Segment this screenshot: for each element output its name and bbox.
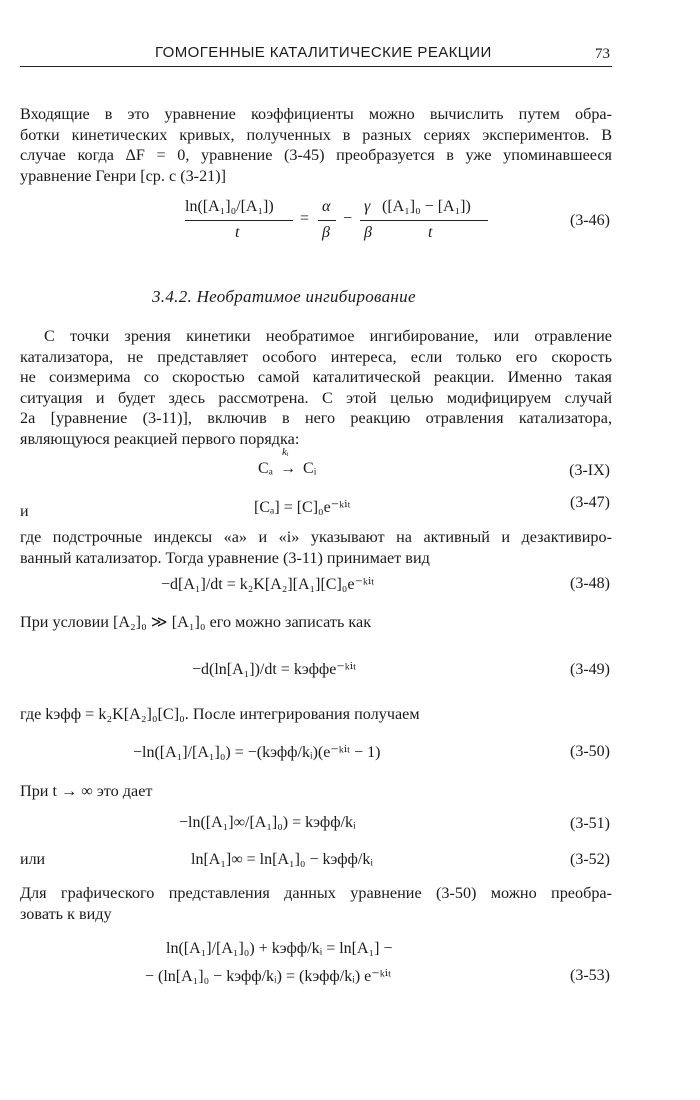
- paragraph-intro: [20, 104, 612, 186]
- eq346-denominator-3: β: [364, 224, 372, 241]
- equation-3-48: −d[A₁]/dt = k₂K[A₂][A₁][C]₀e⁻ᵏⁱᵗ: [161, 576, 375, 593]
- equation-3-53-line-2: − (ln[A₁]₀ − kэфф/kᵢ) = (kэфф/kᵢ) e⁻ᵏⁱᵗ: [145, 968, 392, 985]
- page-number: 73: [595, 46, 610, 62]
- text-line: ванный катализатор. Тогда уравнение (3-11) принимает вид: [20, 548, 430, 567]
- equation-number: (3-47): [570, 494, 610, 511]
- paragraph-condition: [20, 612, 612, 633]
- running-header: [20, 44, 612, 67]
- text-line: где подстрочные индексы «а» и «i» указывают на активный и дезактивиро-: [20, 528, 612, 546]
- equation-number: (3-48): [570, 575, 610, 592]
- equation-number: (3-52): [570, 851, 610, 868]
- text-line: При t → ∞ это дает: [20, 782, 153, 800]
- equation-number: (3-51): [570, 815, 610, 832]
- fraction-bar: [185, 220, 293, 221]
- equation-label: и: [20, 503, 29, 520]
- eq346-denominator-4: t: [428, 224, 433, 241]
- text-line: не соизмерима со скоростью самой каталитической реакции. Именно такая: [20, 368, 612, 387]
- arrow-label: kᵢ: [282, 446, 289, 458]
- paragraph-limit: [20, 781, 612, 802]
- equation-3-49: −d(ln[A₁])/dt = kэффe⁻ᵏⁱᵗ: [192, 661, 357, 678]
- equation-3-53-line-1: ln([A₁]/[A₁]₀) + kэфф/kᵢ = ln[A₁] −: [166, 940, 393, 957]
- text-line: 2а [уравнение (3-11)], включив в него реакцию отравления катализатора,: [20, 409, 612, 428]
- text-line: С точки зрения кинетики необратимое ингибирование, или отравление: [44, 327, 612, 345]
- text-line: Входящие в это уравнение коэффициенты можно вычислить путем обра-: [20, 105, 612, 123]
- eq3IX-right: Cᵢ: [303, 460, 317, 477]
- text-line: где kэфф = k₂K[A₂]₀[C]₀. После интегрирования получаем: [20, 705, 420, 723]
- text-line: ботки кинетических кривых, полученных в разных сериях экспериментов. В: [20, 125, 612, 144]
- equation-3-51: −ln([A₁]∞/[A₁]₀) = kэфф/kᵢ: [179, 814, 356, 831]
- eq346-numerator-2: α: [322, 198, 331, 215]
- text-line: являющуюся реакцией первого порядка:: [20, 429, 300, 448]
- eq346-equals: =: [300, 210, 310, 227]
- equation-label: или: [20, 851, 46, 868]
- section-heading: 3.4.2. Необратимое ингибирование: [152, 287, 416, 306]
- equation-number: (3-53): [570, 967, 610, 984]
- eq346-minus: −: [343, 210, 353, 227]
- text-line: уравнение Генри [ср. с (3-21)]: [20, 166, 227, 185]
- equation-number: (3-49): [570, 661, 610, 678]
- reaction-arrow: kᵢ →: [280, 446, 297, 477]
- text-line: случае когда ΔF = 0, уравнение (3-45) преобразуется в уже упоминавшееся: [20, 146, 612, 165]
- equation-number: (3-IX): [569, 462, 610, 479]
- eq346-numerator-4: ([A₁]₀ − [A₁]): [382, 198, 471, 215]
- eq346-numerator-1: ln([A₁]₀/[A₁]): [185, 198, 274, 215]
- eq346-denominator-2: β: [322, 224, 330, 241]
- text-line: катализатора, не представляет особого интереса, если только его скорость: [20, 347, 612, 366]
- paragraph-irreversible: [20, 326, 612, 450]
- text-line: Для графического представления данных уравнение (3-50) можно преобра-: [20, 884, 612, 902]
- equation-3-47: [Cₐ] = [C]₀e⁻ᵏⁱᵗ: [254, 499, 351, 516]
- running-title: ГОМОГЕННЫЕ КАТАЛИТИЧЕСКИЕ РЕАКЦИИ: [155, 44, 492, 61]
- equation-number: (3-50): [570, 743, 610, 760]
- fraction-bar: [318, 220, 336, 221]
- equation-3-IX: [258, 446, 317, 478]
- paragraph-keff: [20, 704, 612, 725]
- eq3IX-left: Cₐ: [258, 460, 274, 477]
- equation-number: (3-46): [570, 212, 610, 229]
- paragraph-indices: [20, 527, 612, 568]
- fraction-bar: [360, 220, 488, 221]
- equation-3-52: ln[A₁]∞ = ln[A₁]₀ − kэфф/kᵢ: [191, 851, 373, 868]
- text-line: ситуация и будет здесь рассмотрена. С этой целью модифицируем случай: [20, 388, 612, 407]
- text-line: зовать к виду: [20, 904, 112, 923]
- equation-3-50: −ln([A₁]/[A₁]₀) = −(kэфф/kᵢ)(e⁻ᵏⁱᵗ − 1): [133, 744, 381, 761]
- text-line: При условии [A₂]₀ ≫ [A₁]₀ его можно записать как: [20, 613, 372, 631]
- eq346-numerator-3: γ: [364, 198, 371, 215]
- equation-3-46: [185, 198, 505, 246]
- eq346-denominator-1: t: [235, 224, 240, 241]
- paragraph-graphical: [20, 883, 612, 924]
